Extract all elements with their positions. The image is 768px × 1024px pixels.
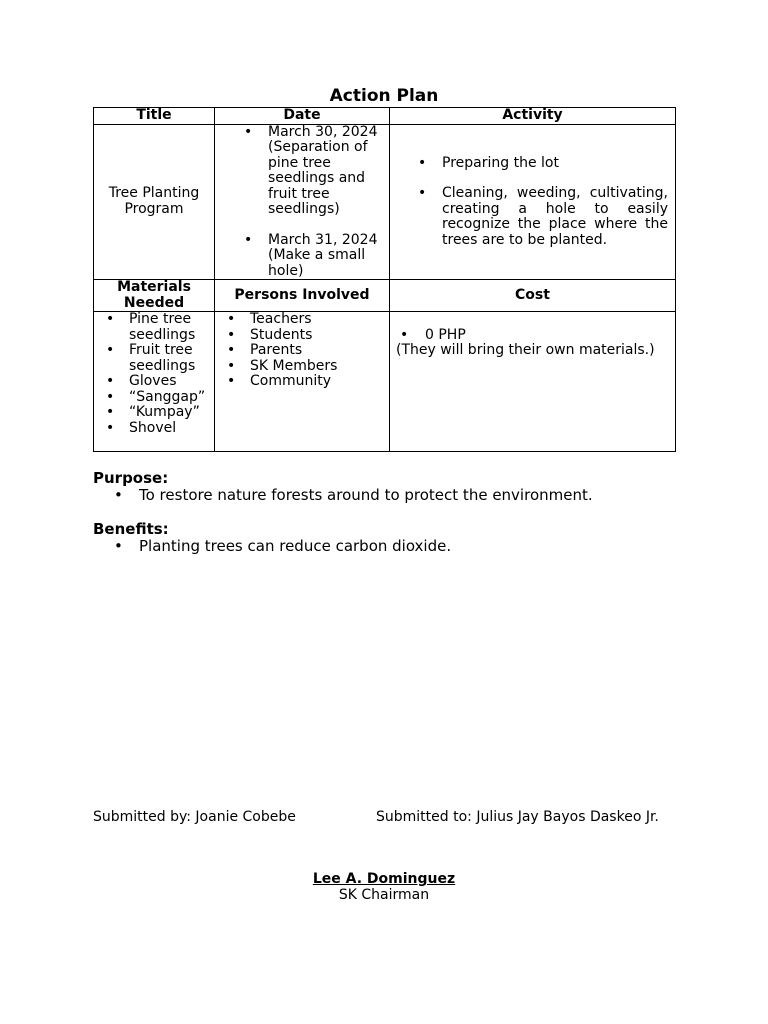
purpose-label: Purpose:	[93, 469, 169, 487]
activity-list	[390, 156, 675, 249]
bullet-icon: •	[114, 486, 123, 504]
purpose-text: To restore nature forests around to protect the environment.	[139, 486, 593, 504]
benefits-text: Planting trees can reduce carbon dioxide.	[139, 537, 452, 555]
signatory-name: Lee A. Dominguez	[312, 871, 456, 887]
list-item: • Pine tree seedlings	[94, 312, 214, 343]
list-item: • Students	[215, 328, 389, 344]
activity-cell	[390, 124, 676, 280]
action-plan-table	[93, 107, 676, 452]
materials-list	[94, 312, 214, 436]
submitted-to: Submitted to: Julius Jay Bayos Daskeo Jr.	[376, 809, 659, 825]
list-item: • March 30, 2024 (Separation of pine tree seedlings and fruit tree seedlings)	[215, 125, 389, 218]
list-item: • Fruit tree seedlings	[94, 343, 214, 374]
list-item: • “Sanggap”	[94, 390, 214, 406]
table-row	[94, 124, 676, 280]
header-title: Title	[94, 108, 215, 125]
materials-cell	[94, 312, 215, 452]
table-header-row	[94, 280, 676, 312]
list-item: • Gloves	[94, 374, 214, 390]
submitted-by: Submitted by: Joanie Cobebe	[93, 809, 296, 825]
header-materials: Materials Needed	[94, 280, 215, 312]
list-item: • March 31, 2024 (Make a small hole)	[215, 233, 389, 280]
persons-list	[215, 312, 389, 390]
cost-list	[390, 328, 675, 344]
persons-cell	[215, 312, 390, 452]
bullet-icon: •	[114, 537, 123, 555]
list-item: • Cleaning, weeding, cultivating, creating a hole to easily recognize the place where the trees are to be planted.	[390, 186, 675, 248]
program-title: Tree Planting Program	[108, 185, 200, 217]
cost-note: (They will bring their own materials.)	[396, 342, 655, 358]
header-date: Date	[215, 108, 390, 125]
table-row	[94, 312, 676, 452]
list-item: • SK Members	[215, 359, 389, 375]
list-item: • Community	[215, 374, 389, 390]
date-cell	[215, 124, 390, 280]
page-title: Action Plan	[329, 86, 439, 106]
cost-value: • 0 PHP	[390, 328, 675, 344]
header-persons: Persons Involved	[215, 280, 390, 312]
list-item: • Teachers	[215, 312, 389, 328]
benefits-label: Benefits:	[93, 520, 169, 538]
date-list	[215, 125, 389, 280]
list-item: • Shovel	[94, 421, 214, 437]
header-cost: Cost	[390, 280, 676, 312]
list-item: • “Kumpay”	[94, 405, 214, 421]
table-header-row	[94, 108, 676, 125]
cost-cell	[390, 312, 676, 452]
list-item: • Parents	[215, 343, 389, 359]
signatory-role: SK Chairman	[338, 887, 430, 903]
program-title-cell	[94, 124, 215, 280]
header-activity: Activity	[390, 108, 676, 125]
list-item: • Preparing the lot	[390, 156, 675, 172]
